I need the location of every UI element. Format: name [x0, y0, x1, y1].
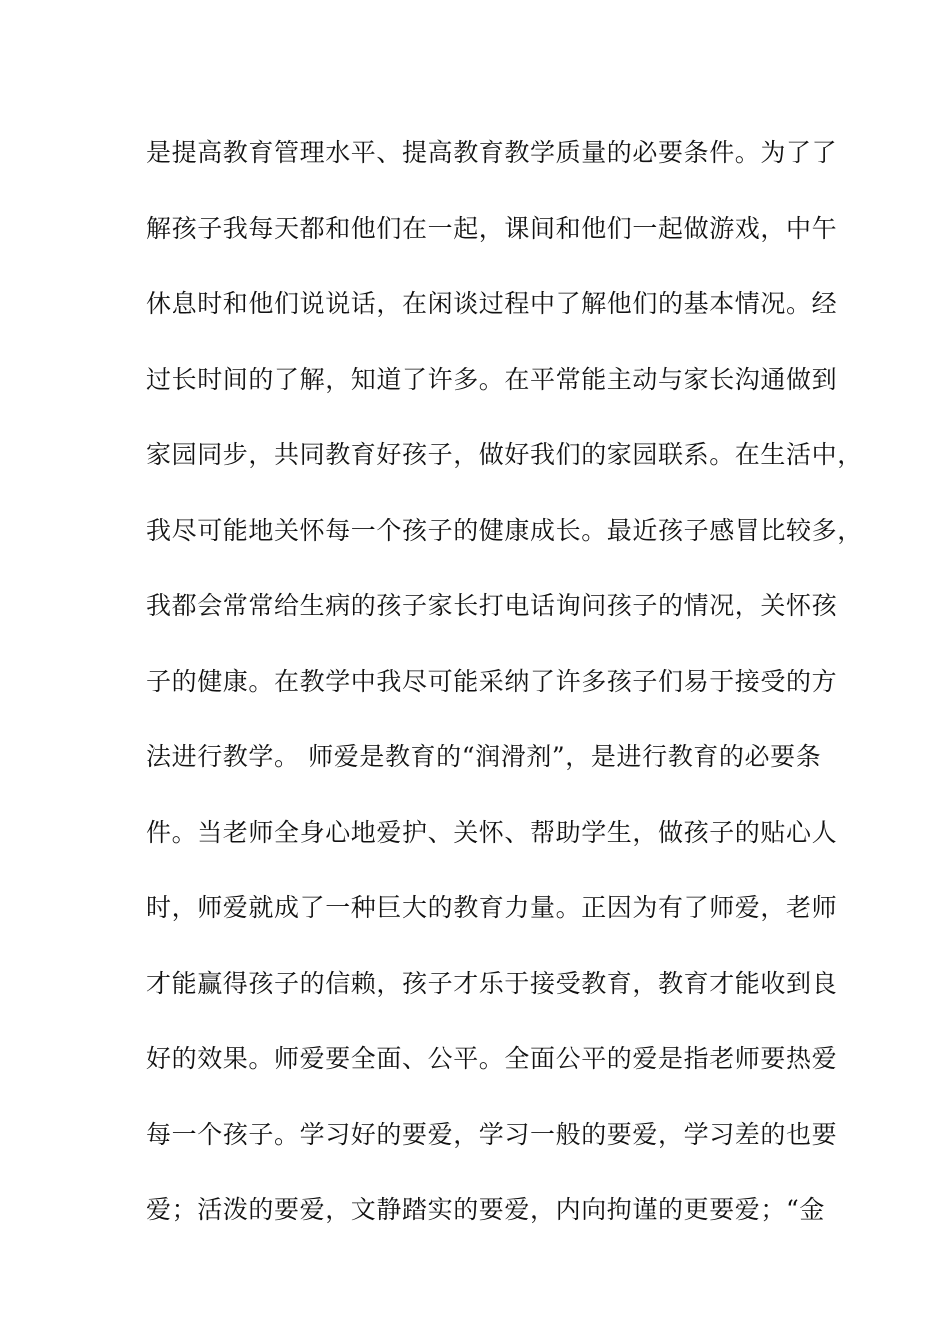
body-text: [146, 131, 863, 1264]
text-line-6: 我尽可能地关怀每一个孩子的健康成长。最近孩子感冒比较多，: [146, 515, 863, 545]
text-line-9: 法进行教学。 师爱是教育的“润滑剂”，是进行教育的必要条: [146, 742, 822, 771]
text-line-1: 是提高教育管理水平、提高教育教学质量的必要条件。为了了: [146, 138, 838, 167]
text-line-8: 子的健康。在教学中我尽可能采纳了许多孩子们易于接受的方: [146, 666, 838, 696]
text-line-2: 解孩子我每天都和他们在一起，课间和他们一起做游戏，中午: [146, 213, 838, 243]
text-line-12: 才能赢得孩子的信赖，孩子才乐于接受教育，教育才能收到良: [146, 968, 838, 998]
text-line-11: 时，师爱就成了一种巨大的教育力量。正因为有了师爱，老师: [146, 893, 838, 922]
text-line-3: 休息时和他们说说话，在闲谈过程中了解他们的基本情况。经: [146, 289, 838, 318]
text-line-7: 我都会常常给生病的孩子家长打电话询问孩子的情况，关怀孩: [146, 591, 838, 620]
text-line-4: 过长时间的了解，知道了许多。在平常能主动与家长沟通做到: [146, 364, 838, 394]
text-line-14: 每一个孩子。学习好的要爱，学习一般的要爱，学习差的也要: [146, 1119, 838, 1149]
text-line-5: 家园同步，共同教育好孩子，做好我们的家园联系。在生活中，: [146, 440, 863, 469]
text-line-13: 好的效果。师爱要全面、公平。全面公平的爱是指老师要热爱: [146, 1044, 838, 1073]
text-line-10: 件。当老师全身心地爱护、关怀、帮助学生，做孩子的贴心人: [146, 817, 838, 847]
text-line-15: 爱；活泼的要爱，文静踏实的要爱，内向拘谨的更要爱；“金: [146, 1195, 825, 1224]
